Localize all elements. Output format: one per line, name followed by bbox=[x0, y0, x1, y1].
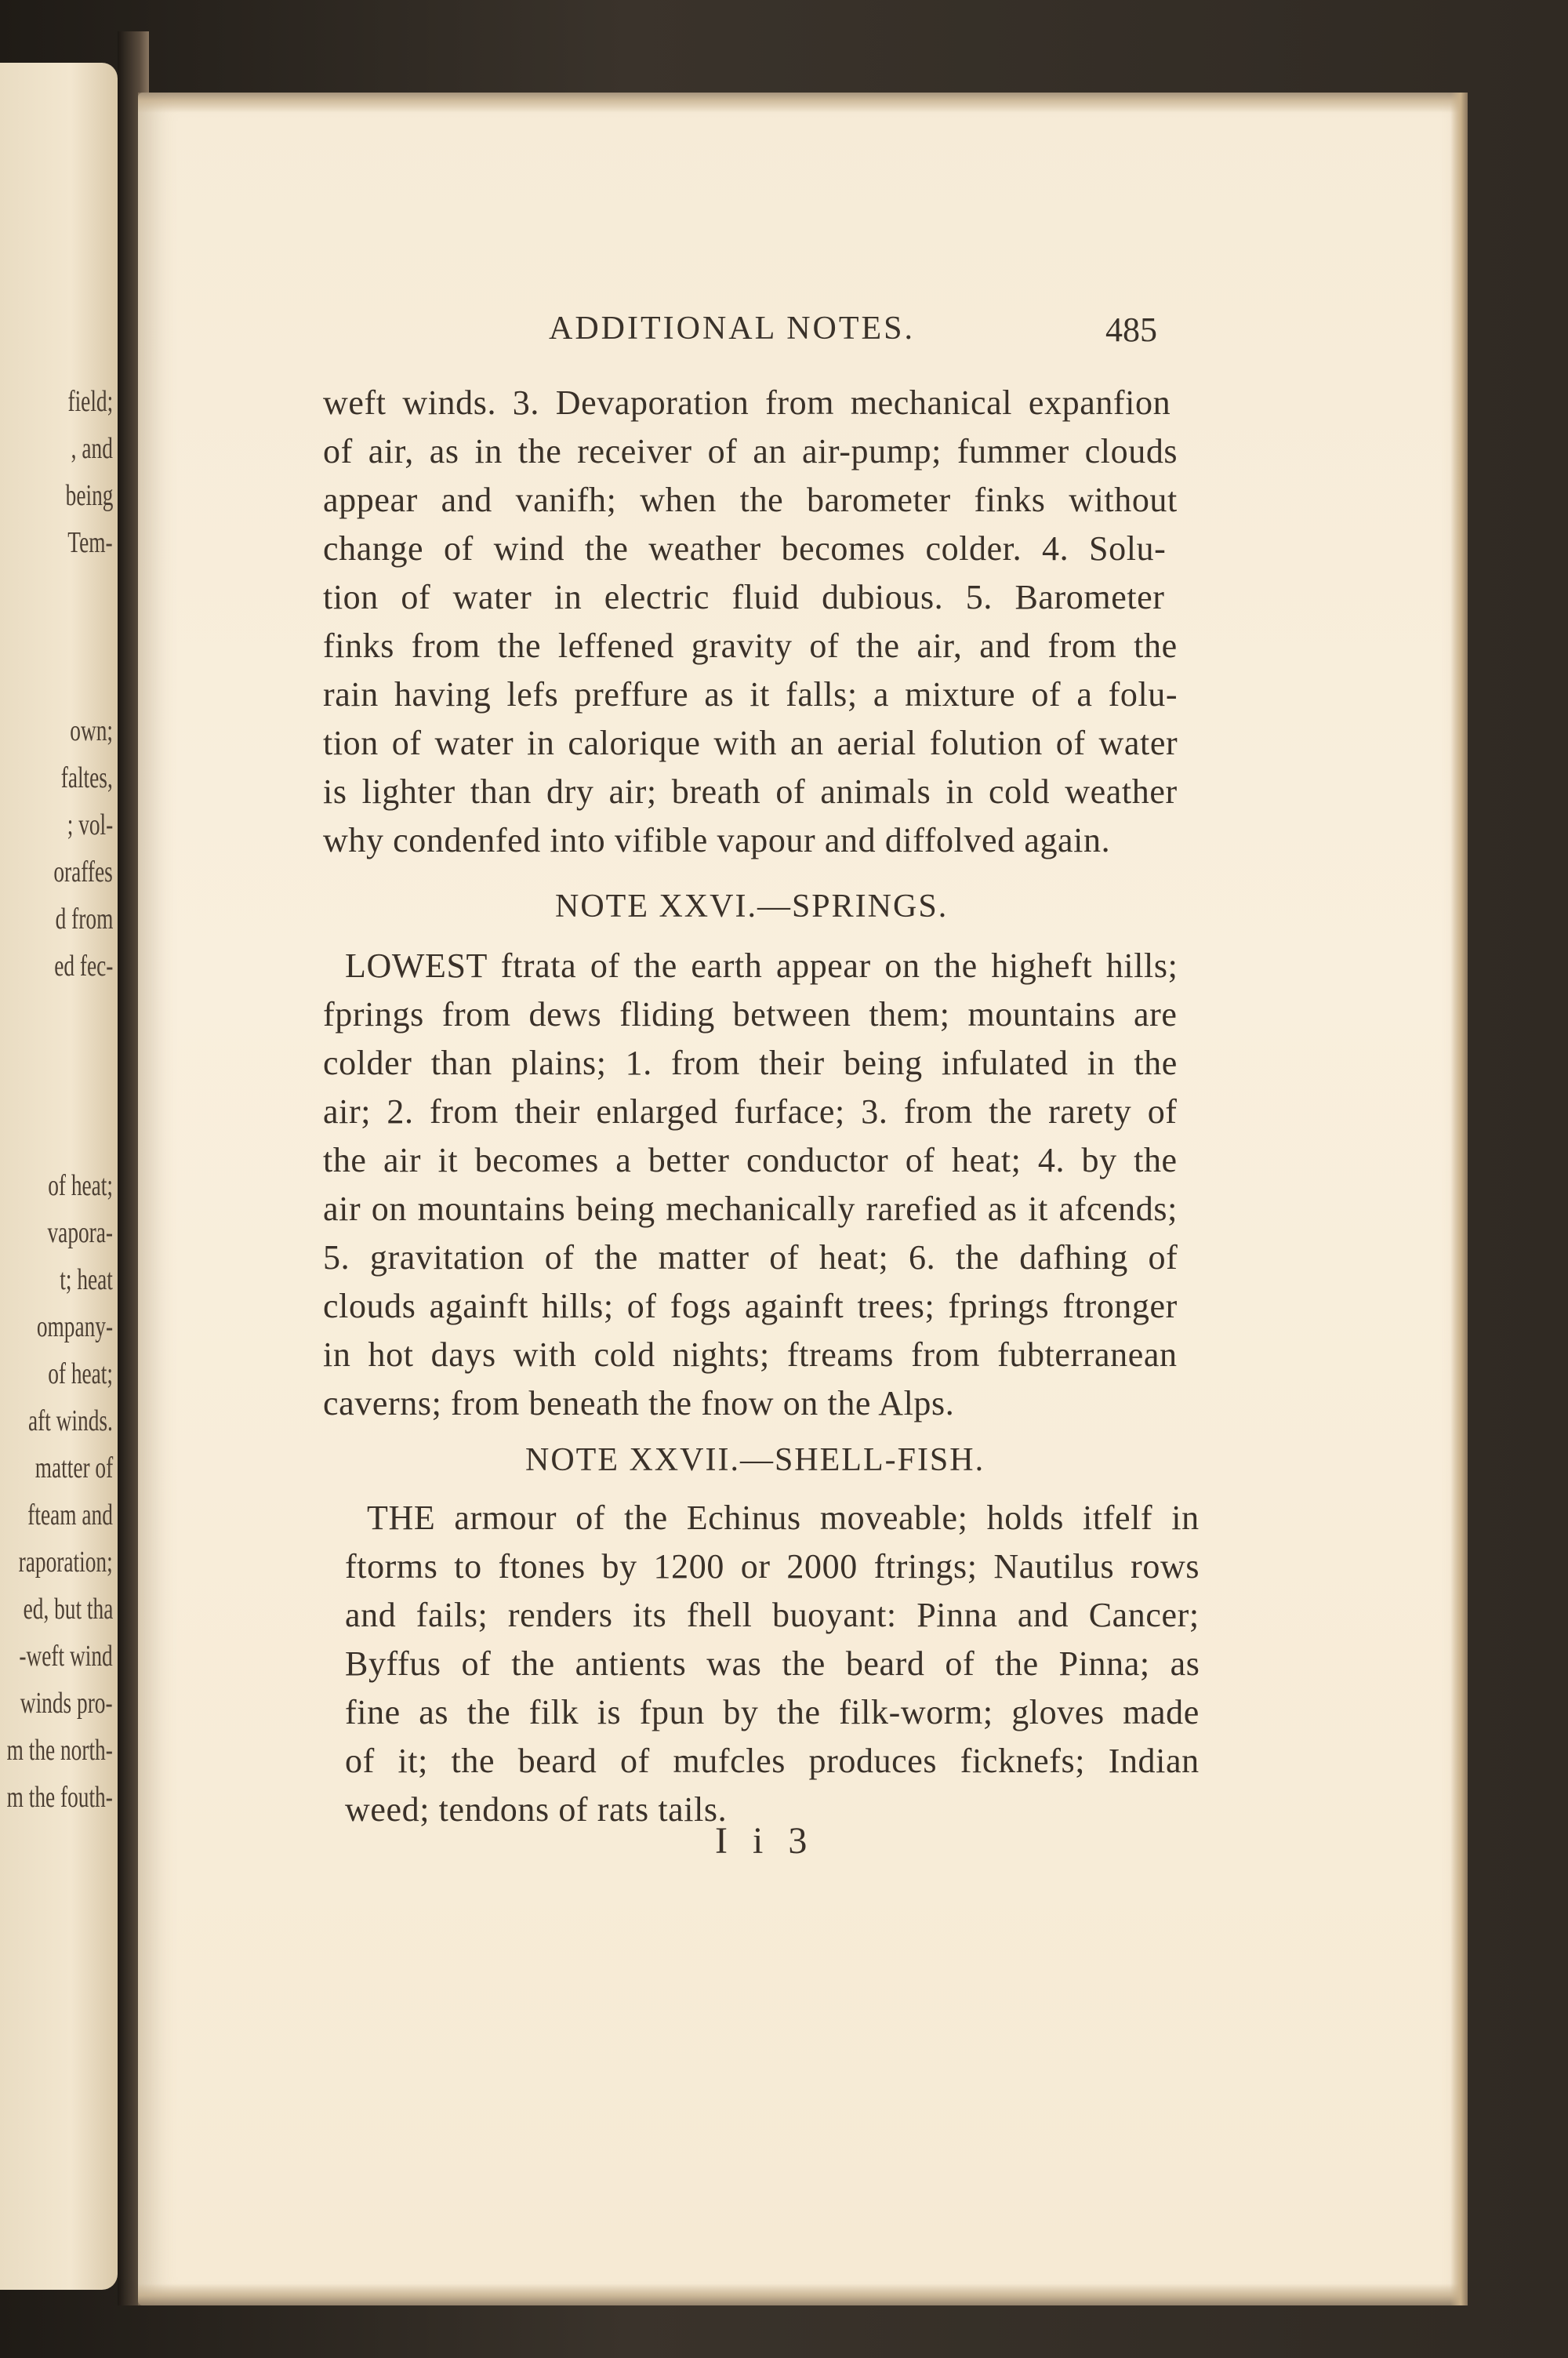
left-fragment: ; vol- bbox=[67, 808, 113, 841]
text-line: weed; tendons of rats tails. bbox=[345, 1790, 728, 1829]
text-line: tion of water in electric fluid dubious. 5. Barometer bbox=[323, 578, 1165, 616]
signature-mark: I i 3 bbox=[715, 1820, 815, 1862]
text-line: why condenfed into vifible vapour and diffolved again. bbox=[323, 821, 1111, 859]
text-line: of air, as in the receiver of an air-pump; fummer clouds bbox=[323, 432, 1178, 471]
text-line: rain having lefs preffure as it falls; a mixture of a folu- bbox=[323, 675, 1178, 714]
page-bottom-edge bbox=[138, 2284, 1465, 2305]
left-fragment: ed fec- bbox=[53, 950, 113, 983]
text-line: caverns; from beneath the fnow on the Alps. bbox=[323, 1384, 955, 1422]
page-number: 485 bbox=[1105, 311, 1157, 349]
text-line: appear and vanifh; when the barometer finks without bbox=[323, 481, 1178, 519]
text-line: air on mountains being mechanically rarefied as it afcends; bbox=[323, 1190, 1178, 1228]
text-line: colder than plains; 1. from their being infulated in the bbox=[323, 1044, 1178, 1082]
text-line: ftorms to ftones by 1200 or 2000 ftrings; Nautilus rows bbox=[345, 1547, 1200, 1586]
left-fragment: vapora- bbox=[47, 1216, 113, 1249]
left-fragment: raporation; bbox=[18, 1546, 113, 1579]
left-fragment: winds pro- bbox=[20, 1687, 113, 1720]
text-line: THE armour of the Echinus moveable; holds itfelf in bbox=[367, 1499, 1200, 1537]
text-line: Byffus of the antients was the beard of the Pinna; as bbox=[345, 1644, 1200, 1683]
text-line: is lighter than dry air; breath of animals in cold weather bbox=[323, 772, 1178, 811]
running-head: ADDITIONAL NOTES. bbox=[549, 311, 916, 347]
text-line: 5. gravitation of the matter of heat; 6. the dafhing of bbox=[323, 1238, 1178, 1277]
page-top-edge bbox=[138, 93, 1465, 113]
left-fragment: of heat; bbox=[48, 1357, 113, 1390]
text-line: in hot days with cold nights; ftreams from fubterranean bbox=[323, 1335, 1178, 1374]
text-line: LOWEST ftrata of the earth appear on the higheft hills; bbox=[345, 946, 1178, 985]
text-line: and fails; renders its fhell buoyant: Pinna and Cancer; bbox=[345, 1596, 1200, 1634]
text-line: air; 2. from their enlarged furface; 3. from the rarety of bbox=[323, 1092, 1178, 1131]
text-line: fprings from dews fliding between them; mountains are bbox=[323, 995, 1178, 1034]
left-facing-page bbox=[0, 63, 118, 2290]
left-fragment: matter of bbox=[34, 1451, 113, 1484]
note-26-heading: NOTE XXVI.—SPRINGS. bbox=[555, 888, 949, 925]
left-fragment: own; bbox=[70, 714, 113, 747]
text-line: clouds againft hills; of fogs againft trees; fprings ftronger bbox=[323, 1287, 1178, 1325]
left-fragment: aft winds. bbox=[28, 1404, 113, 1437]
left-fragment: ompany- bbox=[36, 1310, 113, 1343]
left-fragment: faltes, bbox=[60, 761, 113, 794]
text-line: change of wind the weather becomes colder. 4. Solu- bbox=[323, 529, 1167, 568]
note-27-heading: NOTE XXVII.—SHELL-FISH. bbox=[525, 1442, 985, 1478]
text-line: finks from the leffened gravity of the air, and from the bbox=[323, 627, 1178, 665]
left-fragment: -weft wind bbox=[19, 1640, 113, 1673]
left-fragment: being bbox=[65, 479, 113, 512]
left-fragment: ed, but tha bbox=[23, 1593, 113, 1626]
left-fragment: of heat; bbox=[48, 1169, 113, 1202]
text-line: weft winds. 3. Devaporation from mechanical expanfion bbox=[323, 383, 1171, 422]
left-fragment: , and bbox=[71, 432, 113, 465]
left-fragment: d from bbox=[55, 903, 113, 936]
left-fragment: Tem- bbox=[67, 526, 113, 559]
left-fragment: oraffes bbox=[53, 856, 113, 888]
left-fragment: t; heat bbox=[60, 1263, 113, 1296]
left-fragment: field; bbox=[67, 385, 113, 418]
page-right-edge bbox=[1450, 93, 1468, 2305]
left-fragment: m the fouth- bbox=[6, 1781, 113, 1814]
text-line: the air it becomes a better conductor of heat; 4. by the bbox=[323, 1141, 1178, 1179]
text-line: of it; the beard of mufcles produces ficknefs; Indian bbox=[345, 1742, 1200, 1780]
left-fragment: m the north- bbox=[6, 1734, 113, 1767]
text-line: tion of water in calorique with an aerial folution of water bbox=[323, 724, 1178, 762]
text-line: fine as the filk is fpun by the filk-worm; gloves made bbox=[345, 1693, 1200, 1731]
left-fragment: fteam and bbox=[27, 1499, 113, 1531]
